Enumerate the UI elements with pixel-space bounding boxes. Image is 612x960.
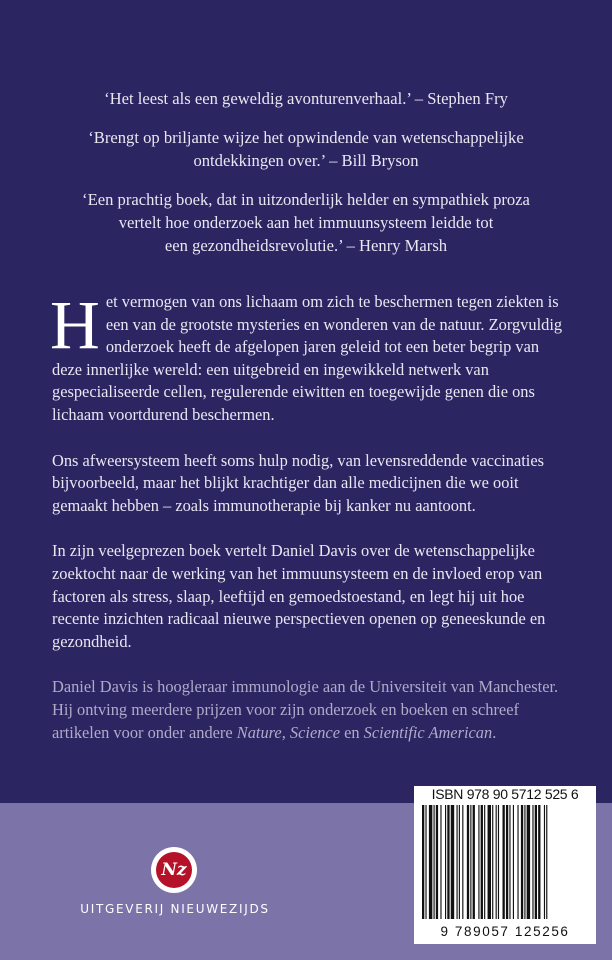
barcode-bar: [535, 805, 537, 919]
quote-stephen-fry: [30, 87, 582, 110]
barcode-bar: [488, 805, 491, 919]
barcode-bar: [436, 805, 438, 919]
barcode-bar: [459, 805, 460, 919]
barcode-bar: [527, 805, 530, 919]
barcode-bar: [496, 805, 497, 919]
barcode-bar: [457, 805, 458, 919]
barcode-bar: [509, 805, 510, 919]
endorsements: [30, 87, 582, 273]
barcode-bar: [467, 805, 469, 919]
drop-cap: H: [50, 287, 100, 363]
barcode-bar: [478, 805, 479, 919]
blurb-paragraph-1: [50, 287, 572, 427]
barcode-bar: [422, 805, 424, 919]
barcode-bar: [451, 805, 454, 919]
logo-emblem: Nz: [156, 852, 192, 888]
barcode-bar: [484, 805, 485, 919]
publisher-name: UITGEVERIJ NIEUWEZIJDS: [80, 902, 270, 916]
quote-line: een gezondheidsrevolutie.’ – Henry Marsh: [164, 236, 448, 255]
barcode-bar: [473, 805, 475, 919]
barcode-bar: [440, 805, 441, 919]
barcode-bar: [492, 805, 493, 919]
barcode-bar: [517, 805, 518, 919]
publisher-logo: [151, 847, 197, 893]
quote-line: vertelt hoe onderzoek aan het immuunsysteem leidde tot: [118, 213, 494, 232]
quote-henry-marsh: [30, 188, 582, 257]
barcode-bar: [434, 805, 435, 919]
quote-line: ‘Een prachtig boek, dat in uitzonderlijk helder en sympathiek proza: [82, 190, 530, 209]
barcode-bar: [524, 805, 525, 919]
barcode-bar: [425, 805, 426, 919]
barcode-bar: [445, 805, 446, 919]
barcode-bar: [481, 805, 483, 919]
barcode-bar: [447, 805, 449, 919]
barcode-block: [414, 786, 596, 944]
barcode-bar: [544, 805, 545, 919]
quote-line: ontdekkingen over.’ – Bill Bryson: [193, 151, 419, 170]
barcode-bar: [538, 805, 540, 919]
barcode-bar: [521, 805, 523, 919]
barcode-bar: [503, 805, 505, 919]
blurb: [50, 287, 572, 744]
barcode-bar: [513, 805, 514, 919]
bio-separator: ,: [281, 722, 286, 742]
barcode-bar: [462, 805, 463, 919]
blurb-paragraph-2: Ons afweersysteem heeft soms hulp nodig, van levensreddende vaccinaties bijvoorbeeld, maar het blijkt krachtiger dan alle medicijnen die we ooit gemaakt hebben – zoals immunotherapie bij kanker nu aantoont.: [52, 450, 545, 515]
bio-text: Daniel Davis is hoogleraar immunologie aan de Universiteit van Manchester. Hij ontving meerdere prijzen voor zijn onderzoek en boeken en schreef artikelen voor onder andere: [52, 677, 559, 742]
barcode: [420, 805, 590, 919]
barcode-bar: [532, 805, 533, 919]
bio-conjunction: en: [344, 722, 360, 742]
barcode-bar: [506, 805, 508, 919]
journal-name: Scientific American: [363, 722, 493, 742]
journal-name: Nature: [236, 722, 282, 742]
quote-bill-bryson: [30, 126, 582, 172]
author-bio: [52, 676, 572, 744]
quote-line: ‘Brengt op briljante wijze het opwindende van wetenschappelijke: [88, 128, 524, 147]
isbn-label: ISBN 978 90 5712 525 6: [431, 786, 579, 802]
quote-text: ‘Het leest als een geweldig avonturenverhaal.’ – Stephen Fry: [104, 89, 508, 108]
barcode-bar: [429, 805, 432, 919]
barcode-bar: [546, 805, 547, 919]
barcode-bar: [498, 805, 499, 919]
bio-period: .: [492, 722, 497, 742]
blurb-paragraph-3: In zijn veelgeprezen boek vertelt Daniel Davis over de wetenschappelijke zoektocht naar de werking van het immuunsysteem en de invloed erop van factoren als stress, slaap, leeftijd en gemoedstoestand, en legt hij uit hoe recente inzichten radicaal nieuwe perspectieven openen op geneeskunde en gezondheid.: [52, 541, 546, 651]
paragraph-text: et vermogen van ons lichaam om zich te beschermen tegen ziekten is een van de grootste mysteries en wonderen van de natuur. Zorgvuldig onderzoek heeft de afgelopen jaren geleid tot een beter begrip van deze innerlijke wereld: een uitgebreid en ingewikkeld netwerk van gespecialiseerde cellen, regulerende eiwitten en toegewijde genen die ons lichaam voortdurend beschermen.: [52, 292, 563, 424]
journal-name: Science: [289, 722, 340, 742]
barcode-digits: 9 789057 125256: [440, 924, 570, 939]
barcode-bar: [470, 805, 471, 919]
